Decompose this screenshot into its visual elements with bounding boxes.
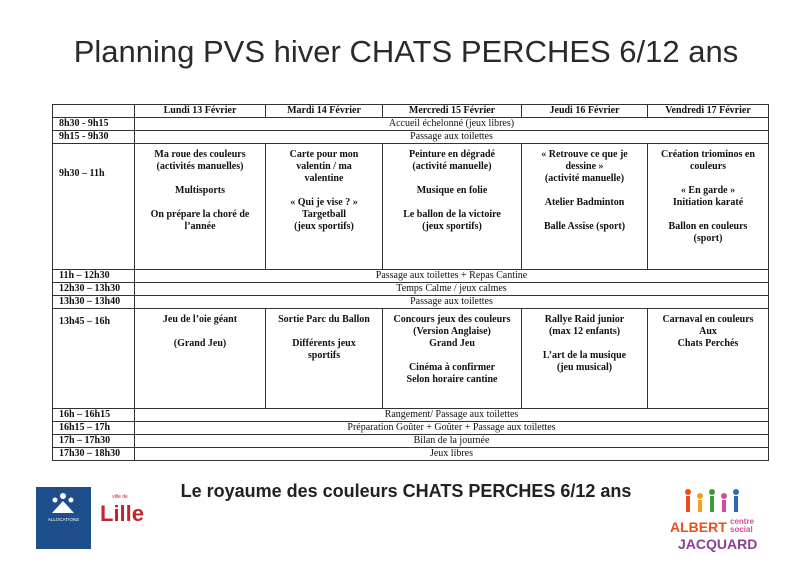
table-row bbox=[53, 422, 769, 435]
activity-line: Carte pour mon bbox=[289, 149, 359, 160]
caf-logo bbox=[36, 487, 91, 570]
activity-span: Préparation Goûter + Goûter + Passage aux toilettes bbox=[135, 422, 769, 435]
activity-line: Ma roue des couleurs bbox=[154, 149, 246, 160]
activity-line: Multisports bbox=[175, 185, 225, 196]
header-row bbox=[53, 105, 769, 118]
albert-tag-centre: centre bbox=[730, 517, 755, 526]
activity-line: (Grand Jeu) bbox=[173, 338, 227, 349]
table-row bbox=[53, 409, 769, 422]
lille-text: Lille bbox=[100, 501, 145, 526]
activity-line: Atelier Badminton bbox=[544, 197, 625, 208]
activity-line: Balle Assise (sport) bbox=[543, 221, 626, 232]
table-row bbox=[53, 309, 769, 409]
activity-line: Jeu de l’oie géant bbox=[162, 314, 238, 325]
activity-line: Targetball bbox=[301, 209, 347, 220]
table-row bbox=[53, 435, 769, 448]
time-slot: 13h30 – 13h40 bbox=[53, 296, 135, 309]
family-icon bbox=[48, 491, 78, 515]
activity-line: Selon horaire cantine bbox=[406, 374, 498, 385]
activity-line: Sortie Parc du Ballon bbox=[278, 314, 370, 325]
activity-line bbox=[650, 209, 766, 221]
activity-cell bbox=[648, 309, 769, 409]
activity-line bbox=[137, 197, 263, 209]
activity-line: Différents jeux bbox=[292, 338, 356, 349]
schedule-table bbox=[52, 104, 769, 461]
time-slot: 16h – 16h15 bbox=[53, 409, 135, 422]
table-row bbox=[53, 118, 769, 131]
time-slot: 16h15 – 17h bbox=[53, 422, 135, 435]
activity-span: Passage aux toilettes bbox=[135, 296, 769, 309]
day-header: Vendredi 17 Février bbox=[648, 105, 769, 118]
albert-tagline bbox=[730, 518, 754, 534]
activity-line: l’année bbox=[184, 221, 216, 232]
activity-line: (jeux sportifs) bbox=[422, 221, 482, 232]
corner-cell bbox=[53, 105, 135, 118]
activity-line: (sport) bbox=[693, 233, 723, 244]
activity-line: Aux bbox=[699, 326, 717, 337]
activity-line: Ballon en couleurs bbox=[668, 221, 748, 232]
activity-line: Musique en folie bbox=[416, 185, 488, 196]
time-slot: 9h15 - 9h30 bbox=[53, 131, 135, 144]
activity-line: (activité manuelle) bbox=[544, 173, 625, 184]
activity-span: Passage aux toilettes bbox=[135, 131, 769, 144]
activity-line: (max 12 enfants) bbox=[548, 326, 621, 337]
activity-line bbox=[524, 209, 645, 221]
activity-line: Création triominos en bbox=[661, 149, 755, 160]
activity-line bbox=[268, 326, 380, 338]
jacquard-text: JACQUARD bbox=[678, 536, 758, 552]
activity-cell bbox=[648, 144, 769, 270]
page-title: Planning PVS hiver CHATS PERCHES 6/12 ans bbox=[73, 34, 739, 69]
activity-line bbox=[524, 185, 645, 197]
activity-line bbox=[137, 326, 263, 338]
activity-line: « En garde » bbox=[680, 185, 736, 196]
day-header: Mercredi 15 Février bbox=[383, 105, 522, 118]
activity-line: « Qui je vise ? » bbox=[290, 197, 358, 208]
day-header: Jeudi 16 Février bbox=[522, 105, 648, 118]
activity-cell bbox=[135, 309, 266, 409]
day-header: Mardi 14 Février bbox=[266, 105, 383, 118]
people-icon bbox=[668, 486, 768, 518]
activity-line bbox=[385, 173, 519, 185]
caf-text: FAMILIALES bbox=[50, 552, 77, 557]
activity-cell bbox=[266, 309, 383, 409]
activity-line: Rallye Raid junior bbox=[544, 314, 625, 325]
albert-tag-social: social bbox=[730, 525, 753, 534]
time-slot: 17h – 17h30 bbox=[53, 435, 135, 448]
activity-line bbox=[268, 185, 380, 197]
time-slot: 11h – 12h30 bbox=[53, 270, 135, 283]
albert-jacquard-logo bbox=[668, 486, 778, 556]
activity-line bbox=[650, 173, 766, 185]
footer-subtitle: Le royaume des couleurs CHATS PERCHES 6/12 ans bbox=[180, 481, 632, 501]
activity-line: Chats Perchés bbox=[677, 338, 739, 349]
day-header: Lundi 13 Février bbox=[135, 105, 266, 118]
time-slot: 8h30 - 9h15 bbox=[53, 118, 135, 131]
activity-line: Initiation karaté bbox=[672, 197, 744, 208]
albert-text: ALBERT bbox=[670, 519, 727, 535]
activity-line bbox=[524, 338, 645, 350]
activity-line: « Retrouve ce que je bbox=[541, 149, 628, 160]
table-row bbox=[53, 448, 769, 461]
activity-line: (jeux sportifs) bbox=[294, 221, 354, 232]
activity-line bbox=[385, 350, 519, 362]
activity-line bbox=[385, 197, 519, 209]
activity-cell bbox=[383, 144, 522, 270]
activity-line: Cinéma à confirmer bbox=[408, 362, 496, 373]
activity-cell bbox=[383, 309, 522, 409]
activity-line: Le ballon de la victoire bbox=[403, 209, 501, 220]
table-row bbox=[53, 270, 769, 283]
caf-text: du Nord bbox=[56, 565, 71, 570]
activity-line: valentin / ma bbox=[296, 161, 352, 172]
activity-line: Peinture en dégradé bbox=[409, 149, 495, 160]
activity-line: L’art de la musique bbox=[542, 350, 627, 361]
activity-span: Temps Calme / jeux calmes bbox=[135, 283, 769, 296]
caf-text: ALLOCATIONS bbox=[47, 517, 80, 522]
activity-line: (activité manuelle) bbox=[412, 161, 492, 172]
lille-logo bbox=[100, 494, 145, 544]
lille-text: ville de bbox=[112, 494, 128, 500]
activity-span: Accueil échelonné (jeux libres) bbox=[135, 118, 769, 131]
table-row bbox=[53, 131, 769, 144]
activity-cell bbox=[135, 144, 266, 270]
activity-cell bbox=[266, 144, 383, 270]
activity-line: Grand Jeu bbox=[429, 338, 475, 349]
time-slot: 17h30 – 18h30 bbox=[53, 448, 135, 461]
caf-text: Caf bbox=[57, 557, 70, 564]
activity-span: Bilan de la journée bbox=[135, 435, 769, 448]
activity-span: Passage aux toilettes + Repas Cantine bbox=[135, 270, 769, 283]
activity-cell bbox=[522, 309, 648, 409]
activity-span: Rangement/ Passage aux toilettes bbox=[135, 409, 769, 422]
table-row bbox=[53, 283, 769, 296]
activity-line bbox=[137, 173, 263, 185]
time-slot: 9h30 – 11h bbox=[53, 144, 135, 270]
activity-line: couleurs bbox=[689, 161, 727, 172]
table-row bbox=[53, 296, 769, 309]
table-row bbox=[53, 144, 769, 270]
activity-line: dessine » bbox=[565, 161, 604, 172]
activity-line: sportifs bbox=[307, 350, 341, 361]
activity-line: On prépare la choré de bbox=[150, 209, 250, 220]
activity-line: Carnaval en couleurs bbox=[662, 314, 754, 325]
activity-line: (Version Anglaise) bbox=[413, 326, 491, 337]
activity-line: (activités manuelles) bbox=[156, 161, 244, 172]
activity-cell bbox=[522, 144, 648, 270]
activity-line: Concours jeux des couleurs bbox=[393, 314, 511, 325]
activity-span: Jeux libres bbox=[135, 448, 769, 461]
time-slot: 12h30 – 13h30 bbox=[53, 283, 135, 296]
time-slot: 13h45 – 16h bbox=[53, 309, 135, 409]
activity-line: valentine bbox=[304, 173, 344, 184]
activity-line: (jeu musical) bbox=[556, 362, 613, 373]
